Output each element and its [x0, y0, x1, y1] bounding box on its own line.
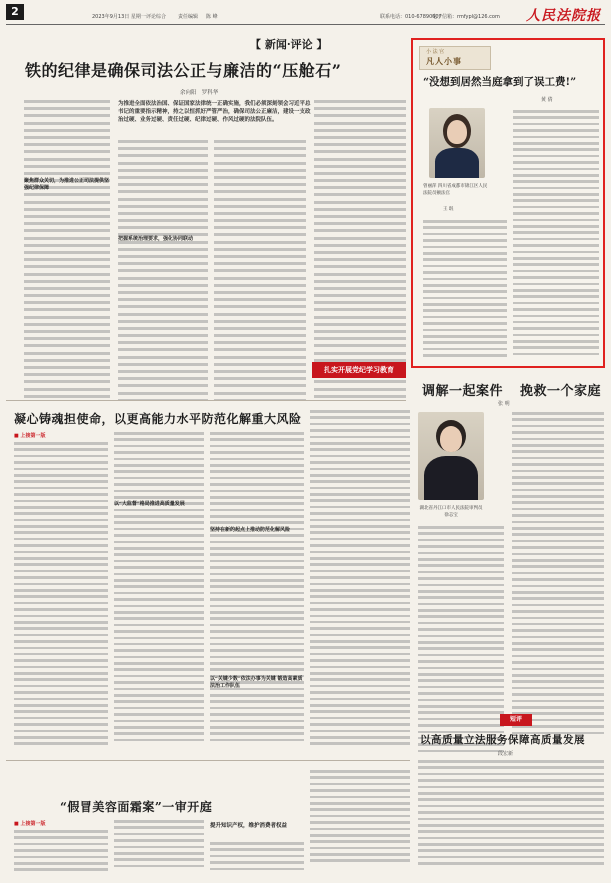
judge-portrait: [418, 412, 484, 500]
mid-right-col-2: [512, 412, 604, 742]
photo-caption-2: 王 珉: [443, 207, 454, 212]
judge-caption: 湖北省丹江口市人民法院审判员 徐志宝: [419, 506, 483, 518]
middle-subhead-3: 坚持在新的起点上推动防范化解风险: [210, 527, 291, 533]
lead-title: 铁的纪律是确保司法公正与廉洁的“压舱石”: [25, 61, 342, 80]
column-title: “没想到居然当庭拿到了误工费!”: [423, 76, 577, 88]
sub-banner: 短评: [500, 714, 532, 726]
column-author: 黄 倩: [541, 97, 553, 103]
bottom-rule: [6, 760, 410, 761]
bottom-section-col-4: [310, 770, 410, 878]
middle-subhead-4: 以“关键少数”依法办事为关键 锻造高素质法治工作队伍: [210, 676, 303, 689]
lead-col-3: [214, 140, 306, 400]
sub-headline: 以高质量立法服务保障高质量发展: [420, 734, 585, 746]
email-line: 电子信箱：rmfypl@126.com: [432, 14, 500, 20]
lead-subhead: 聚焦群众关切，为推进公正司法提供坚强纪律保障: [24, 178, 110, 191]
mid-right-author: 张 明: [498, 401, 510, 407]
bottom-left-headline: 凝心铸魂担使命，以更高能力水平防范化解重大风险: [14, 412, 302, 426]
byline-2: 罗科华: [201, 90, 219, 96]
paper-name: 人民法院报: [526, 8, 601, 24]
photo-caption: 曾丽萍 四川省成都市锦江区人民法院员额法官: [423, 184, 488, 196]
lead-col-1: [24, 100, 110, 400]
editor-name: 陈 峰: [206, 14, 218, 20]
bottom-col-2: [114, 432, 204, 754]
bottom-col-1: [14, 442, 108, 754]
column-box[interactable]: [411, 38, 605, 368]
contact-line: 联系电话：010-67890607: [380, 14, 442, 20]
bottom-left-label-text: 上接第一版: [20, 433, 46, 439]
bottom-section-col-2: [114, 820, 204, 878]
bottom-section-col-1: [14, 830, 108, 878]
masthead: [0, 0, 611, 28]
editor-line: 责任编辑: [178, 14, 199, 20]
sub-author: 段宏新: [498, 751, 514, 757]
section-banner: 【 新闻·评论 】: [250, 38, 328, 51]
bottom-col-3: [210, 432, 304, 754]
lead-bottom-rule: [6, 400, 406, 401]
mid-right-banner: 扎实开展党纪学习教育: [312, 362, 406, 378]
page-number: 2: [6, 4, 24, 20]
author-portrait: [429, 108, 485, 178]
byline-1: 余向阳: [180, 90, 197, 96]
column-body-2: [513, 110, 599, 362]
lead-col-4: [314, 100, 406, 400]
bottom-section-label: ■ 上接第一版: [14, 821, 46, 827]
section-line: 评论综合: [146, 14, 167, 20]
bottom-left-label: ■ 上接第一版: [14, 433, 46, 439]
bottom-section-headline: “假冒美容面霜案”一审开庭: [60, 800, 213, 814]
column-header: [419, 46, 491, 70]
mid-right-headline-1: 调解一起案件: [422, 384, 504, 399]
bottom-col-4: [310, 410, 410, 754]
middle-subhead-5: 提升知识产权，维护消费者权益: [210, 823, 288, 829]
middle-subhead-1: 把握系统治理要求，强化协同联动: [118, 236, 194, 242]
date-line: 2023年9月13日 星期一: [92, 14, 146, 20]
middle-subhead-2: 以“大监督”格局推进高质量发展: [114, 501, 185, 507]
masthead-rule: [6, 24, 605, 25]
sub-body: [418, 760, 604, 878]
column-body-1: [423, 220, 507, 362]
bottom-section-col-3: [210, 842, 304, 878]
lead-col-2: [118, 140, 208, 400]
column-name: 凡人小事: [426, 56, 462, 66]
mid-right-col-1: [418, 526, 504, 756]
bottom-section-label-text: 上接第一版: [20, 821, 46, 827]
lead-deck: 为推进全面依法治国、保证国家法律统一正确实施，我们必须深刻领会习近平总书记的重要指示精神，持之以恒抓好严管严治，确保司法公正廉洁，建设一支政治过硬、业务过硬、责任过硬、纪律过硬、作风过硬的法院队伍。: [118, 101, 311, 123]
mid-right-headline-2: 挽救一个家庭: [520, 384, 602, 399]
column-kicker: 小 法 官: [426, 49, 445, 55]
lead-byline: [180, 88, 218, 96]
